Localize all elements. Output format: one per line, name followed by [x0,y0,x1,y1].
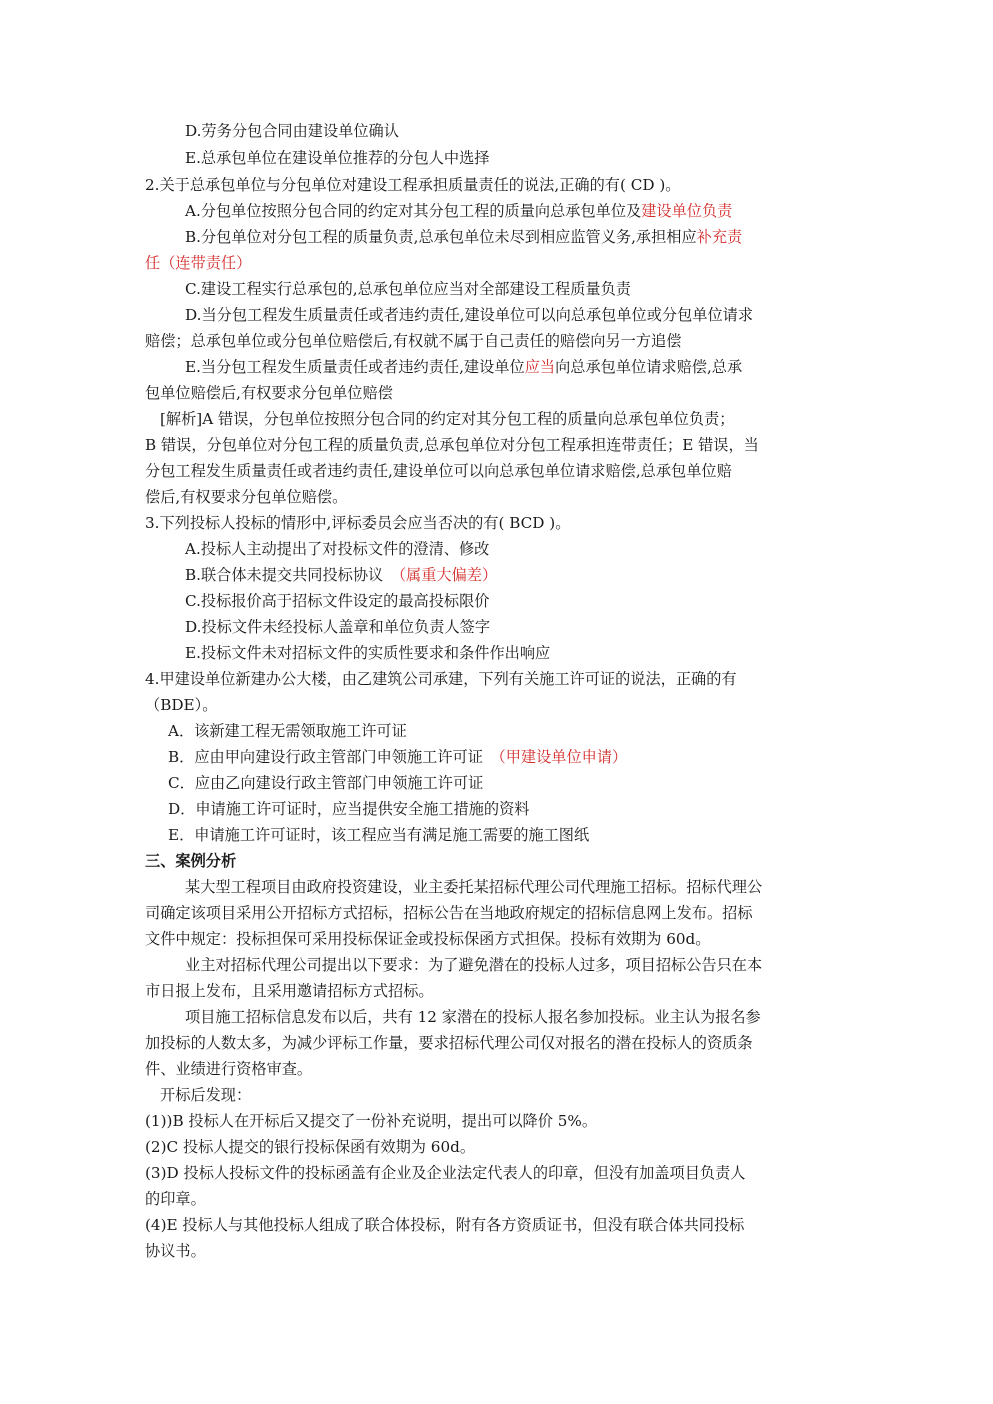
line-text: D.当分包工程发生质量责任或者违约责任,建设单位可以向总承包单位或分包单位请求 [185,306,754,324]
text-line [185,118,399,144]
text-line [145,978,434,1004]
line-text: C．应由乙向建设行政主管部门申领施工许可证 [168,774,484,792]
annotation-text: （甲建设单位申请） [498,748,628,766]
line-text-continued: 向总承包单位请求赔偿,总承 [555,358,743,376]
line-text: 文件中规定：投标担保可采用投标保证金或投标保函方式担保。投标有效期为 60d。 [145,930,711,948]
text-line [145,1186,206,1212]
line-text: (2)C 投标人提交的银行投标保函有效期为 60d。 [145,1138,476,1156]
text-line [145,1134,475,1160]
line-text: (1))B 投标人在开标后又提交了一份补充说明，提出可以降价 5%。 [145,1112,598,1130]
text-line [145,458,732,484]
text-line [145,1108,597,1134]
line-text: D.劳务分包合同由建设单位确认 [185,122,399,140]
line-text: 市日报上发布，且采用邀请招标方式招标。 [145,982,434,1000]
text-line [168,796,530,822]
line-text: D.投标文件未经投标人盖章和单位负责人签字 [185,618,491,636]
line-text: C.投标报价高于招标文件设定的最高投标限价 [185,592,490,610]
text-line [145,1056,312,1082]
line-text: 偿后,有权要求分包单位赔偿。 [145,488,348,506]
line-text: E.总承包单位在建设单位推荐的分包人中选择 [185,149,490,167]
annotation-text: 任（连带责任） [145,254,252,272]
text-line [145,510,570,536]
text-line [168,718,407,744]
text-line [145,1238,206,1264]
line-text: D．申请施工许可证时，应当提供安全施工措施的资料 [168,800,530,818]
line-text: A.投标人主动提出了对投标文件的澄清、修改 [185,540,490,558]
line-text: 赔偿；总承包单位或分包单位赔偿后,有权就不属于自己责任的赔偿向另一方追偿 [145,332,682,350]
line-text: B．应由甲向建设行政主管部门申领施工许可证 [168,748,499,766]
text-line [185,354,742,380]
text-line [145,900,753,926]
text-line [185,536,489,562]
line-text: 开标后发现： [160,1086,252,1104]
text-line [145,484,347,510]
line-text: 2.关于总承包单位与分包单位对建设工程承担质量责任的说法,正确的有( CD )。 [145,176,681,194]
text-line [185,1004,761,1030]
line-text: (4)E 投标人与其他投标人组成了联合体投标，附有各方资质证书，但没有联合体共同投标 [145,1216,745,1234]
text-line [185,588,489,614]
line-text: A．该新建工程无需领取施工许可证 [168,722,407,740]
line-text: 司确定该项目采用公开招标方式招标，招标公告在当地政府规定的招标信息网上发布。招标 [145,904,753,922]
line-text: [解析]A 错误，分包单位按照分包合同的约定对其分包工程的质量向总承包单位负责； [160,410,735,428]
line-text: 项目施工招标信息发布以后，共有 12 家潜在的投标人报名参加投标。业主认为报名参 [185,1008,761,1026]
line-text: C.建设工程实行总承包的,总承包单位应当对全部建设工程质量负责 [185,280,631,298]
annotation-text: 应当 [524,358,556,376]
text-line [168,822,589,848]
line-text: B 错误，分包单位对分包工程的质量负责,总承包单位对分包工程承担连带责任；E 错误，当 [145,436,759,454]
text-line [185,276,631,302]
text-line [185,874,762,900]
text-line [145,1212,744,1238]
line-text: (3)D 投标人投标文件的投标函盖有企业及企业法定代表人的印章，但没有加盖项目负责人 [145,1164,746,1182]
text-line [168,770,483,796]
annotation-text: （属重大偏差） [398,566,498,584]
text-line [168,744,627,770]
line-text: 件、业绩进行资格审查。 [145,1060,313,1078]
line-text: 分包工程发生质量责任或者违约责任,建设单位可以向总承包单位请求赔偿,总承包单位赔 [145,462,732,480]
text-line [145,1030,753,1056]
line-text: 加投标的人数太多，为减少评标工作量，要求招标代理公司仅对报名的潜在投标人的资质条 [145,1034,753,1052]
text-line [185,224,742,250]
text-line [145,328,681,354]
text-line [185,198,732,224]
line-text: B.联合体未提交共同投标协议 [185,566,399,584]
text-line [185,302,753,328]
line-text: （BDE）。 [145,696,218,714]
text-line [185,952,762,978]
line-text: 协议书。 [145,1242,206,1260]
text-line [145,692,217,718]
text-line [185,614,490,640]
annotation-text: 建设单位负责 [641,202,733,220]
text-line [145,250,251,276]
text-line [185,145,489,171]
line-text: A.分包单位按照分包合同的约定对其分包工程的质量向总承包单位及 [185,202,642,220]
line-text: 4.甲建设单位新建办公大楼，由乙建筑公司承建，下列有关施工许可证的说法，正确的有 [145,670,737,688]
text-line [145,1160,745,1186]
text-line [145,666,737,692]
line-text: E．申请施工许可证时，该工程应当有满足施工需要的施工图纸 [168,826,590,844]
section-heading [145,848,236,874]
text-line [160,1082,251,1108]
line-text: E.投标文件未对招标文件的实质性要求和条件作出响应 [185,644,551,662]
text-line [185,640,550,666]
line-text: 某大型工程项目由政府投资建设，业主委托某招标代理公司代理施工招标。招标代理公 [185,878,763,896]
line-text: 三、案例分析 [145,852,237,870]
line-text: 3.下列投标人投标的情形中,评标委员会应当否决的有( BCD )。 [145,514,571,532]
line-text: 业主对招标代理公司提出以下要求：为了避免潜在的投标人过多，项目招标公告只在本 [185,956,763,974]
text-line [160,406,734,432]
line-text: B.分包单位对分包工程的质量负责,总承包单位未尽到相应监管义务,承担相应 [185,228,697,246]
text-line [145,432,759,458]
text-line [145,926,710,952]
text-line [145,380,393,406]
line-text: E.当分包工程发生质量责任或者违约责任,建设单位 [185,358,525,376]
line-text: 包单位赔偿后,有权要求分包单位赔偿 [145,384,393,402]
line-text: 的印章。 [145,1190,206,1208]
annotation-text: 补充责 [696,228,743,246]
text-line [185,562,497,588]
text-line [145,172,680,198]
